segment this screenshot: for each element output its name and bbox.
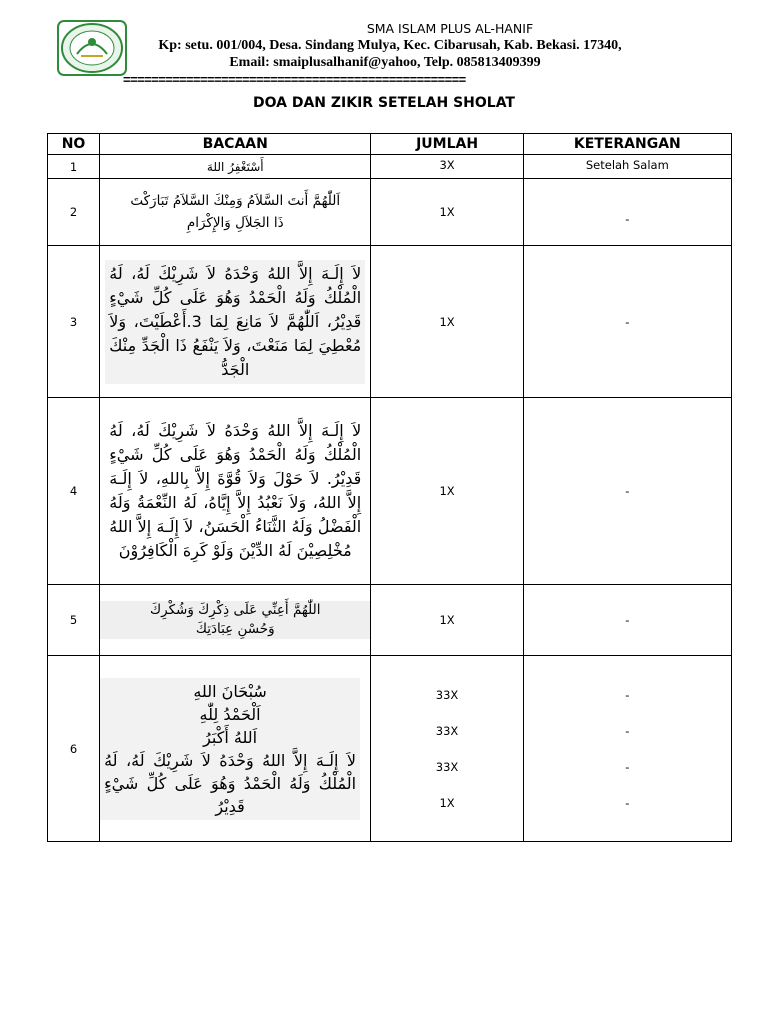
- table-row: [48, 585, 732, 656]
- school-name: SMA ISLAM PLUS AL-HANIF: [366, 21, 534, 36]
- bacaan-cell: [100, 179, 371, 246]
- bacaan-line: سُبْحَانَ اللهِ: [193, 681, 267, 701]
- jumlah-cell: 1X: [371, 398, 523, 585]
- jumlah-cell: 1X: [371, 179, 523, 246]
- header-keterangan: KETERANGAN: [523, 134, 731, 155]
- bacaan-cell: [100, 155, 371, 179]
- bacaan-cell: [100, 398, 371, 585]
- keterangan-value: -: [625, 687, 630, 702]
- table-row: [48, 656, 732, 842]
- jumlah-value: 33X: [435, 723, 459, 738]
- jumlah-value: 1X: [439, 795, 455, 810]
- row-number: 4: [48, 398, 100, 585]
- row-number: 2: [48, 179, 100, 246]
- keterangan-cell: -: [523, 585, 731, 656]
- row-number: 1: [48, 155, 100, 179]
- jumlah-cell: 3X: [371, 155, 523, 179]
- keterangan-cell: -: [523, 179, 731, 246]
- header-no: NO: [48, 134, 100, 155]
- header-bacaan: BACAAN: [100, 134, 371, 155]
- bacaan-line: اَلْحَمْدُ لِلّٰهِ: [199, 704, 261, 724]
- bacaan-line: وَحُسْنِ عِبَادَتِكَ: [100, 620, 370, 639]
- school-contact: Email: smaiplusalhanif@yahoo, Telp. 085813409399: [229, 55, 541, 70]
- bacaan-line: اَللّٰهُمَّ أَنتَ السَّلاَمُ وَمِنْكَ السَّلاَمُ تَبَارَكْتَ: [130, 193, 341, 209]
- jumlah-cell: [371, 656, 523, 842]
- page-title: DOA DAN ZIKIR SETELAH SHOLAT: [252, 95, 515, 111]
- keterangan-cell: -: [523, 398, 731, 585]
- bacaan-text: [100, 601, 370, 639]
- row-number: 5: [48, 585, 100, 656]
- bacaan-text: لاَ إِلَـهَ إِلاَّ اللهُ وَحْدَهُ لاَ شَرِيْكَ لَهُ، لَهُ الْمُلْكُ وَلَهُ الْحَمْدُ وَهُوَ عَلَى كُلِّ شَيْءٍ قَدِيْرُ. لاَ حَوْلَ وَلاَ قُوَّةَ إِلاَّ بِاللهِ، لاَ إِلَـهَ إِلاَّ اللهُ، وَلاَ نَعْبُدُ إِلاَّ إِيَّاهُ، لَهُ النِّعْمَةُ وَلَهُ الْفَضْلُ وَلَهُ الثَّنَاءُ الْحَسَنُ، لاَ إِلَـهَ إِلاَّ اللهُ مُخْلِصِيْنَ لَهُ الدِّيْنَ وَلَوْ كَرِهَ الْكَافِرُوْنَ: [109, 421, 362, 560]
- jumlah-cell: 1X: [371, 246, 523, 398]
- header-jumlah: JUMLAH: [371, 134, 523, 155]
- bacaan-line: ذَا الجَلاَلِ وَالإِكْرَامِ: [186, 215, 284, 231]
- bacaan-line: لاَ إِلَـهَ إِلاَّ اللهُ وَحْدَهُ لاَ شَرِيْكَ لَهُ، لَهُ الْمُلْكُ وَلَهُ الْحَمْدُ وَهُوَ عَلَى كُلِّ شَيْءٍ قَدِيْرُ: [104, 750, 357, 816]
- zikir-table: [47, 133, 732, 842]
- table-row: [48, 155, 732, 179]
- jumlah-value: 33X: [435, 687, 459, 702]
- table-row: [48, 398, 732, 585]
- table-row: [48, 246, 732, 398]
- keterangan-cell: -: [523, 246, 731, 398]
- bacaan-line: اللّٰهُمَّ أَعِنِّي عَلَى ذِكْرِكَ وَشُكْرِكَ: [100, 601, 370, 620]
- keterangan-cell: Setelah Salam: [523, 155, 731, 179]
- bacaan-cell: [100, 585, 371, 656]
- row-number: 3: [48, 246, 100, 398]
- row-number: 6: [48, 656, 100, 842]
- keterangan-value: -: [625, 759, 630, 774]
- bacaan-text: لاَ إِلَـهَ إِلاَّ اللهُ وَحْدَهُ لاَ شَرِيْكَ لَهُ، لَهُ الْمُلْكُ وَلَهُ الْحَمْدُ وَهُوَ عَلَى كُلِّ شَيْءٍ قَدِيْرُ، اَللّٰهُمَّ لاَ مَانِعَ لِمَا 3.أَعْطَيْتَ، وَلاَ مُعْطِيَ لِمَا مَنَعْتَ، وَلاَ يَنْفَعُ ذَا الْجَدِّ مِنْكَ الْجَدُّ: [105, 260, 365, 384]
- table-row: [48, 179, 732, 246]
- jumlah-value: 33X: [435, 759, 459, 774]
- keterangan-value: -: [625, 723, 630, 738]
- bacaan-line: اَللهُ أَكْبَرُ: [203, 727, 258, 747]
- bacaan-text: [100, 190, 370, 234]
- bacaan-cell: [100, 656, 371, 842]
- header-separator: =================================================: [123, 72, 466, 87]
- table-header-row: [48, 134, 732, 155]
- jumlah-list: [371, 677, 522, 821]
- school-address: Kp: setu. 001/004, Desa. Sindang Mulya, Kec. Cibarusah, Kab. Bekasi. 17340,: [158, 38, 622, 53]
- keterangan-cell: [523, 656, 731, 842]
- keterangan-list: [524, 677, 731, 821]
- keterangan-value: -: [625, 795, 630, 810]
- bacaan-text: أَسْتَغْفِرُ اللهَ: [206, 160, 264, 174]
- bacaan-cell: [100, 246, 371, 398]
- bacaan-text: [100, 678, 360, 820]
- jumlah-cell: 1X: [371, 585, 523, 656]
